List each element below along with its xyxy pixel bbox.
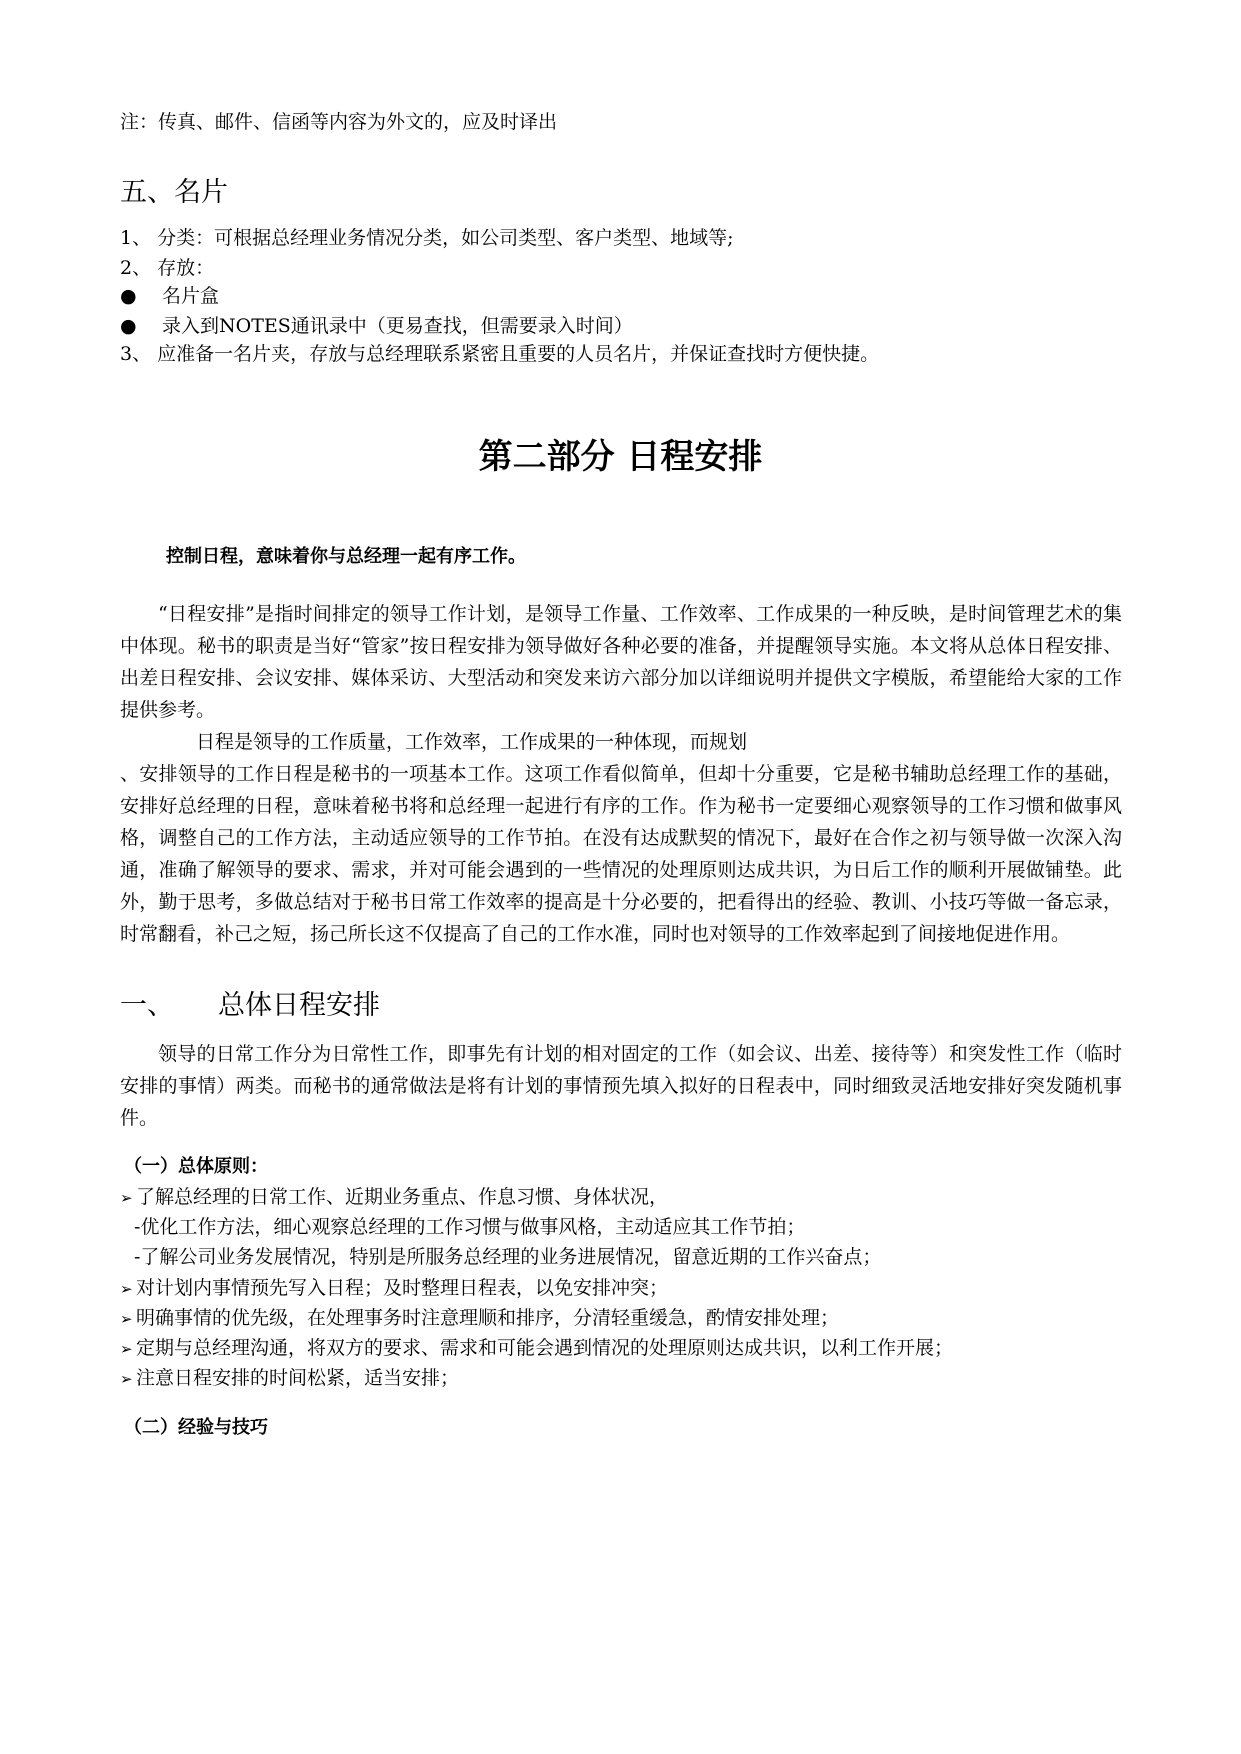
list-item: 3、 应准备一名片夹，存放与总经理联系紧密且重要的人员名片，并保证查找时方便快捷。 — [120, 343, 880, 365]
arrow-bullet-icon: ➢ — [120, 1340, 133, 1358]
arrow-bullet-icon: ➢ — [120, 1370, 133, 1388]
list-item-label: 录入到NOTES通讯录中（更易查找，但需要录入时间） — [162, 315, 633, 337]
list-item-label: 对计划内事情预先写入日程；及时整理日程表，以免安排冲突； — [136, 1277, 669, 1299]
list-item — [120, 314, 633, 338]
bullet-icon: ● — [120, 285, 137, 307]
paragraph-text: “日程安排”是指时间排定的领导工作计划，是领导工作量、工作效率、工作成果的一种反映，是时间管理艺术的集中体现。秘书的职责是当好“管家”按日程安排为领导做好各种必要的准备，并提醒领导实施。本文将从总体日程安排、出差日程安排、会议安排、媒体采访、大型活动和突发来访六部分加以详细说明并提供文字模版，希望能给大家的工作提供参考。 — [120, 603, 1122, 721]
list-item: 2、 存放： — [120, 257, 215, 279]
intro-paragraph — [120, 598, 1122, 726]
tagline: 控制日程，意味着你与总经理一起有序工作。 — [166, 546, 526, 567]
list-item — [120, 1336, 953, 1361]
list-item: -优化工作方法，细心观察总经理的工作习惯与做事风格，主动适应其工作节拍； — [134, 1216, 806, 1238]
part-title: 第二部分 日程安排 — [478, 437, 763, 477]
paragraph-text: 领导的日常工作分为日常性工作，即事先有计划的相对固定的工作（如会议、出差、接待等）和突发性工作（临时安排的事情）两类。而秘书的通常做法是将有计划的事情预先填入拟好的日程表中，同时细致灵活地安排好突发随机事件。 — [120, 1043, 1122, 1129]
list-item: -了解公司业务发展情况，特别是所服务总经理的业务进展情况，留意近期的工作兴奋点； — [134, 1246, 882, 1268]
arrow-bullet-icon: ➢ — [120, 1310, 133, 1328]
section-1-intro — [120, 1038, 1122, 1134]
subsection-heading: （二）经验与技巧 — [124, 1417, 268, 1438]
list-item — [120, 1185, 668, 1210]
section-5-heading: 五、名片 — [120, 177, 228, 208]
paragraph-text: 、安排领导的工作日程是秘书的一项基本工作。这项工作看似简单，但却十分重要，它是秘书辅助总经理工作的基础，安排好总经理的日程，意味着秘书将和总经理一起进行有序的工作。作为秘书一定要细心观察领导的工作习惯和做事风格，调整自己的工作方法，主动适应领导的工作节拍。在没有达成默契的情况下，最好在合作之初与领导做一次深入沟通，准确了解领导的要求、需求，并对可能会遇到的一些情况的处理原则达成共识，为日后工作的顺利开展做铺垫。此外，勤于思考，多做总结对于秘书日常工作效率的提高是十分必要的，把看得出的经验、教训、小技巧等做一备忘录，时常翻看，补己之短，扬己所长这不仅提高了自己的工作水准，同时也对领导的工作效率起到了间接地促进作用。 — [120, 763, 1122, 945]
list-item — [120, 284, 219, 308]
body-paragraph — [120, 726, 1122, 950]
list-item — [120, 1276, 668, 1301]
list-item-label: 注意日程安排的时间松紧，适当安排； — [136, 1367, 460, 1389]
section-number: 一、 — [120, 990, 174, 1021]
note-text: 注：传真、邮件、信函等内容为外文的，应及时译出 — [120, 111, 558, 133]
list-item — [120, 1306, 839, 1331]
bullet-icon: ● — [120, 315, 137, 337]
arrow-bullet-icon: ➢ — [120, 1280, 133, 1298]
arrow-bullet-icon: ➢ — [120, 1189, 133, 1207]
list-item-label: 定期与总经理沟通，将双方的要求、需求和可能会遇到情况的处理原则达成共识，以利工作开展； — [136, 1337, 954, 1359]
list-item-label: 了解总经理的日常工作、近期业务重点、作息习惯、身体状况， — [136, 1186, 669, 1208]
list-item-label: 名片盒 — [162, 285, 220, 307]
list-item — [120, 1366, 459, 1391]
subsection-heading: （一）总体原则： — [124, 1156, 268, 1177]
section-title: 总体日程安排 — [218, 990, 380, 1021]
paragraph-first-line: 日程是领导的工作质量，工作效率，工作成果的一种体现，而规划 — [196, 731, 748, 753]
list-item-label: 明确事情的优先级，在处理事务时注意理顺和排序，分清轻重缓急，酌情安排处理； — [136, 1307, 840, 1329]
section-1-heading — [120, 989, 380, 1023]
list-item: 1、 分类：可根据总经理业务情况分类，如公司类型、客户类型、地域等; — [120, 227, 734, 249]
